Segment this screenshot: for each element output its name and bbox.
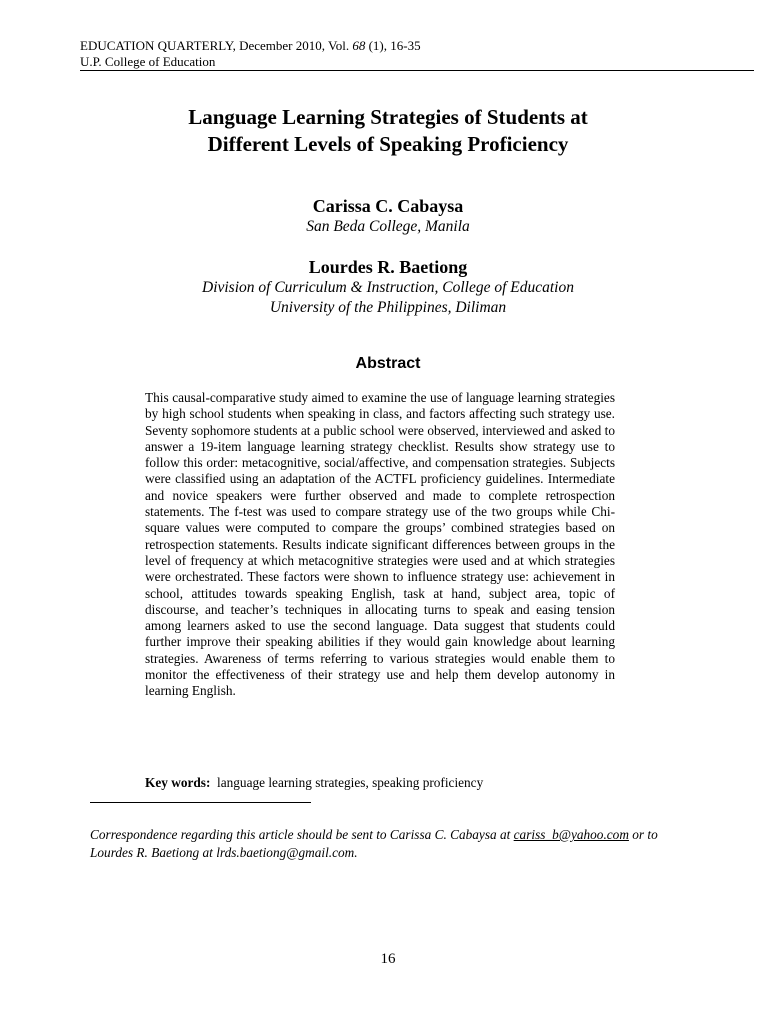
abstract-text: This causal-comparative study aimed to examine the use of language learning strategies by high school students when speaking in class, and factors affecting such strategy use. Seventy sophomore students at a public school were observed, interviewed and asked to answer a 19-item language learning strategy checklist. Results show strategy use to follow this order: metacognitive, social/affective, and compensation strategies. Subjects were classified using an adaptation of the ACTFL proficiency guidelines. Intermediate and novice speakers were further observed and made to complete retrospection statements. The f-test was used to compare strategy use of the two groups while Chi-square values were computed to compare the groups’ combined strategies based on retrospection statements. Results indicate significant differences between groups in the level of frequency at which metacognitive strategies were used and at which strategies were orchestrated. These factors were shown to influence strategy use: achievement in school, attitudes towards speaking English, task at hand, subject area, topic of discourse, and teacher’s techniques in allocating turns to speak and easing tension among learners asked to use the second language. Data suggest that students could further improve their speaking abilities if they would gain knowledge about learning strategies. Awareness of terms referring to various strategies would enable them to monitor the effectiveness of their strategy use and help them develop autonomy in learning English. [145, 390, 615, 699]
author-block-1 [100, 195, 676, 237]
page-number: 16 [380, 951, 396, 967]
header-rule [80, 70, 754, 71]
article-title [100, 104, 676, 158]
keywords [145, 774, 615, 791]
journal-name: EDUCATION QUARTERLY, December 2010, Vol. [80, 38, 353, 53]
author-affiliation: University of the Philippines, Diliman [269, 299, 507, 316]
running-head [80, 38, 754, 70]
abstract-heading: Abstract [355, 355, 421, 372]
journal-citation [80, 38, 754, 54]
author-affiliation: San Beda College, Manila [306, 218, 470, 235]
author-affiliation: Division of Curriculum & Instruction, College of Education [202, 279, 574, 296]
keywords-label: Key words: [145, 775, 211, 790]
author-name: Carissa C. Cabaysa [312, 196, 464, 216]
keywords-text: language learning strategies, speaking proficiency [217, 775, 484, 790]
footnote-text: or to Lourdes R. Baetiong at lrds.baetiong@gmail.com. [90, 827, 658, 860]
email-link[interactable]: cariss_b@yahoo.com [513, 827, 629, 842]
correspondence-footnote [90, 826, 690, 862]
author-block-2 [100, 256, 676, 318]
footnote-text: Correspondence regarding this article should be sent to Carissa C. Cabaysa at [90, 827, 514, 842]
journal-issue-pages: (1), 16-35 [365, 38, 421, 53]
title-line-1: Language Learning Strategies of Students at [188, 105, 588, 129]
journal-volume: 68 [352, 38, 366, 53]
footnote-rule [90, 802, 311, 803]
publisher: U.P. College of Education [80, 54, 216, 69]
author-name: Lourdes R. Baetiong [308, 257, 468, 277]
title-line-2: Different Levels of Speaking Proficiency [207, 132, 569, 156]
